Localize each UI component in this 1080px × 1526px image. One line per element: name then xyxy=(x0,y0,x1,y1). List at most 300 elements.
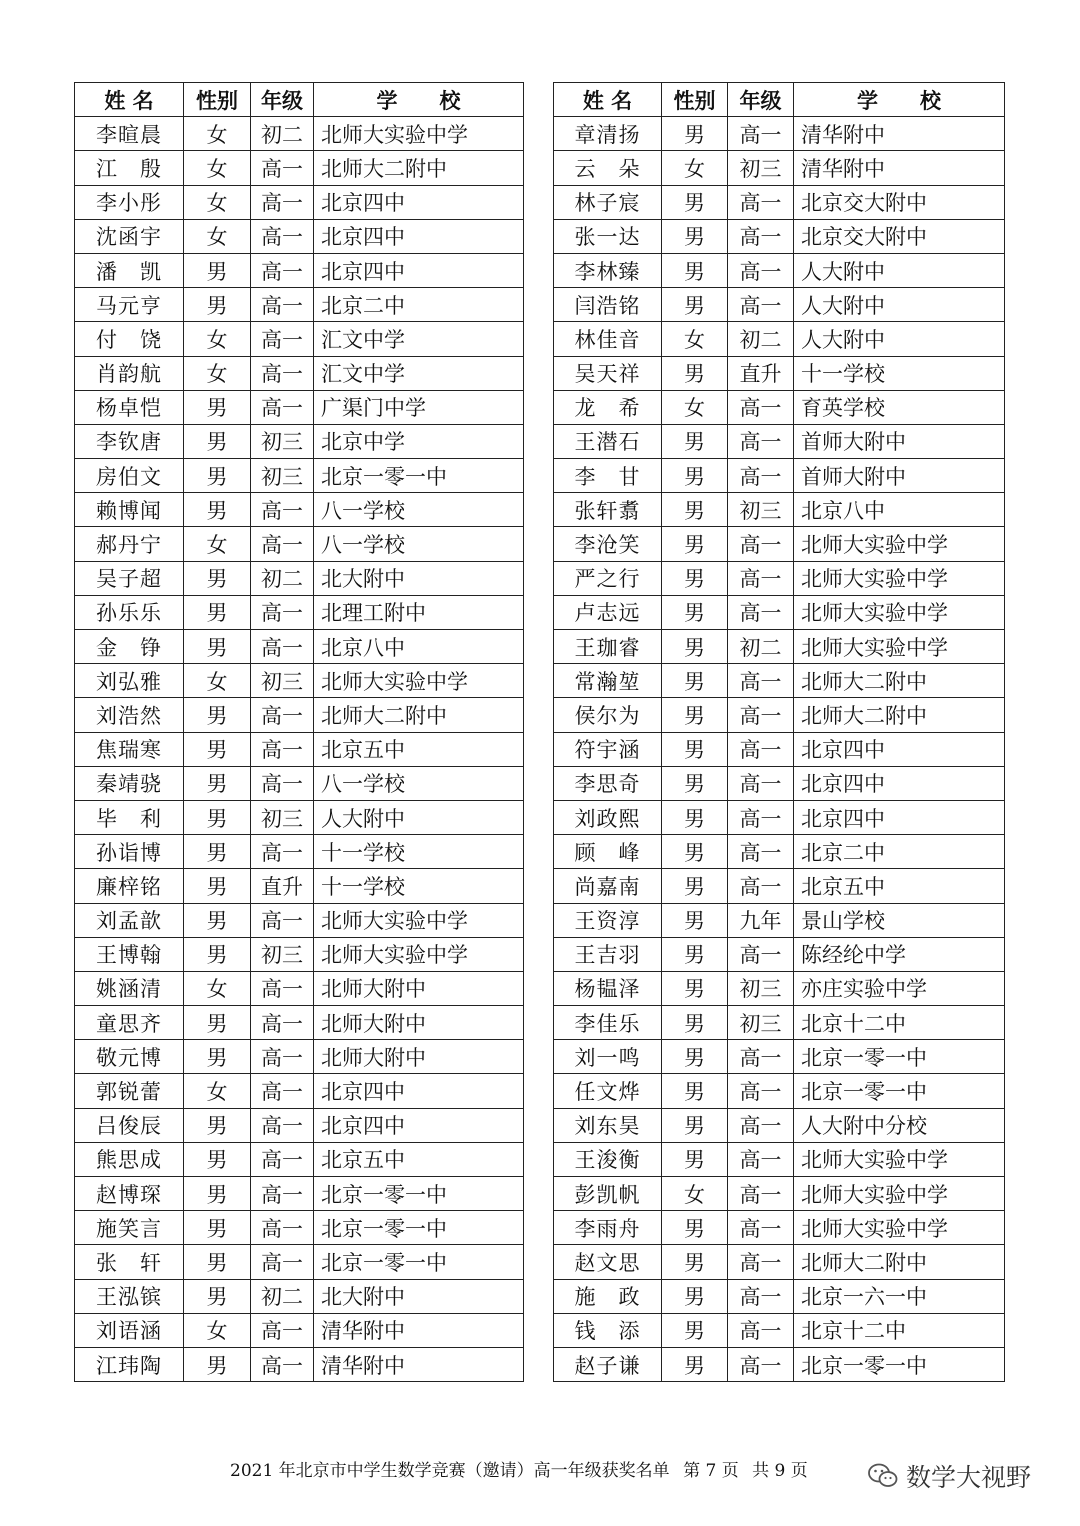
student-name: 刘一鸣 xyxy=(554,1040,662,1074)
table-row xyxy=(75,1347,524,1381)
right-award-table xyxy=(553,82,1005,1382)
table-row xyxy=(75,356,524,390)
gender-cell: 男 xyxy=(184,1211,251,1245)
grade-cell: 高一 xyxy=(251,698,314,732)
school-cell: 北师大附中 xyxy=(314,1040,524,1074)
grade-cell: 初三 xyxy=(728,493,794,527)
school-cell: 北京四中 xyxy=(314,185,524,219)
grade-cell: 高一 xyxy=(251,151,314,185)
school-cell: 北师大实验中学 xyxy=(794,527,1005,561)
grade-cell: 高一 xyxy=(728,800,794,834)
table-row xyxy=(554,1142,1005,1176)
gender-cell: 女 xyxy=(184,219,251,253)
gender-cell: 男 xyxy=(662,253,728,287)
student-name: 郝丹宁 xyxy=(75,527,184,561)
student-name: 王博翰 xyxy=(75,937,184,971)
school-cell: 人大附中分校 xyxy=(794,1108,1005,1142)
gender-cell: 男 xyxy=(662,1347,728,1381)
student-name: 侯尔为 xyxy=(554,698,662,732)
table-row xyxy=(554,459,1005,493)
header-school: 学 校 xyxy=(794,83,1005,117)
grade-cell: 初三 xyxy=(728,971,794,1005)
school-cell: 亦庄实验中学 xyxy=(794,971,1005,1005)
grade-cell: 高一 xyxy=(251,766,314,800)
table-row xyxy=(75,664,524,698)
grade-cell: 高一 xyxy=(728,1347,794,1381)
grade-cell: 初二 xyxy=(251,117,314,151)
gender-cell: 男 xyxy=(184,561,251,595)
gender-cell: 男 xyxy=(662,1074,728,1108)
grade-cell: 初三 xyxy=(251,800,314,834)
table-row xyxy=(75,253,524,287)
school-cell: 北京中学 xyxy=(314,424,524,458)
table-row xyxy=(75,424,524,458)
grade-cell: 初三 xyxy=(251,937,314,971)
grade-cell: 高一 xyxy=(728,1074,794,1108)
gender-cell: 男 xyxy=(184,1177,251,1211)
gender-cell: 男 xyxy=(184,630,251,664)
school-cell: 北京五中 xyxy=(794,869,1005,903)
student-name: 杨韫泽 xyxy=(554,971,662,1005)
grade-cell: 高一 xyxy=(728,288,794,322)
student-name: 廉梓铭 xyxy=(75,869,184,903)
gender-cell: 男 xyxy=(662,1108,728,1142)
grade-cell: 高一 xyxy=(251,322,314,356)
gender-cell: 男 xyxy=(184,253,251,287)
school-cell: 北师大附中 xyxy=(314,1006,524,1040)
school-cell: 北师大二附中 xyxy=(314,151,524,185)
gender-cell: 男 xyxy=(662,766,728,800)
student-name: 常瀚堃 xyxy=(554,664,662,698)
header-grade: 年级 xyxy=(251,83,314,117)
grade-cell: 高一 xyxy=(251,1108,314,1142)
school-cell: 十一学校 xyxy=(794,356,1005,390)
grade-cell: 高一 xyxy=(251,493,314,527)
grade-cell: 高一 xyxy=(728,1211,794,1245)
grade-cell: 高一 xyxy=(251,288,314,322)
header-school: 学 校 xyxy=(314,83,524,117)
grade-cell: 高一 xyxy=(728,835,794,869)
gender-cell: 女 xyxy=(184,1313,251,1347)
table-row xyxy=(554,1211,1005,1245)
table-row xyxy=(75,835,524,869)
school-cell: 十一学校 xyxy=(314,869,524,903)
grade-cell: 高一 xyxy=(728,253,794,287)
table-row xyxy=(554,835,1005,869)
grade-cell: 高一 xyxy=(728,869,794,903)
table-row xyxy=(75,1313,524,1347)
gender-cell: 男 xyxy=(662,835,728,869)
gender-cell: 女 xyxy=(184,664,251,698)
school-cell: 北京交大附中 xyxy=(794,185,1005,219)
school-cell: 北师大二附中 xyxy=(794,698,1005,732)
student-name: 李暄晨 xyxy=(75,117,184,151)
grade-cell: 高一 xyxy=(728,424,794,458)
grade-cell: 初三 xyxy=(251,424,314,458)
gender-cell: 女 xyxy=(184,185,251,219)
school-cell: 景山学校 xyxy=(794,903,1005,937)
table-row xyxy=(75,1279,524,1313)
table-row xyxy=(75,185,524,219)
grade-cell: 高一 xyxy=(728,766,794,800)
gender-cell: 男 xyxy=(662,117,728,151)
student-name: 任文烨 xyxy=(554,1074,662,1108)
student-name: 焦瑞寒 xyxy=(75,732,184,766)
gender-cell: 男 xyxy=(662,698,728,732)
gender-cell: 女 xyxy=(184,1074,251,1108)
student-name: 赵子谦 xyxy=(554,1347,662,1381)
school-cell: 清华附中 xyxy=(794,117,1005,151)
school-cell: 北京一六一中 xyxy=(794,1279,1005,1313)
grade-cell: 高一 xyxy=(251,1074,314,1108)
school-cell: 北师大实验中学 xyxy=(314,903,524,937)
table-row xyxy=(554,561,1005,595)
student-name: 尚嘉南 xyxy=(554,869,662,903)
school-cell: 北京四中 xyxy=(794,800,1005,834)
grade-cell: 高一 xyxy=(251,527,314,561)
school-cell: 北京四中 xyxy=(314,1108,524,1142)
grade-cell: 高一 xyxy=(728,1245,794,1279)
school-cell: 北师大实验中学 xyxy=(794,1142,1005,1176)
student-name: 施笑言 xyxy=(75,1211,184,1245)
school-cell: 清华附中 xyxy=(314,1313,524,1347)
gender-cell: 男 xyxy=(184,1108,251,1142)
student-name: 刘弘雅 xyxy=(75,664,184,698)
student-name: 敬元博 xyxy=(75,1040,184,1074)
student-name: 刘浩然 xyxy=(75,698,184,732)
school-cell: 北京交大附中 xyxy=(794,219,1005,253)
student-name: 李思奇 xyxy=(554,766,662,800)
grade-cell: 高一 xyxy=(251,356,314,390)
gender-cell: 女 xyxy=(662,322,728,356)
student-name: 熊思成 xyxy=(75,1142,184,1176)
table-row xyxy=(554,527,1005,561)
grade-cell: 高一 xyxy=(251,1177,314,1211)
student-name: 王吉羽 xyxy=(554,937,662,971)
school-cell: 北师大实验中学 xyxy=(794,630,1005,664)
school-cell: 北京五中 xyxy=(314,732,524,766)
table-row xyxy=(75,527,524,561)
school-cell: 陈经纶中学 xyxy=(794,937,1005,971)
school-cell: 北京十二中 xyxy=(794,1313,1005,1347)
table-row xyxy=(75,1142,524,1176)
table-row xyxy=(75,971,524,1005)
gender-cell: 男 xyxy=(662,527,728,561)
school-cell: 北师大实验中学 xyxy=(314,117,524,151)
grade-cell: 高一 xyxy=(251,1142,314,1176)
gender-cell: 男 xyxy=(184,493,251,527)
school-cell: 北京一零一中 xyxy=(314,1245,524,1279)
school-cell: 清华附中 xyxy=(314,1347,524,1381)
table-row xyxy=(554,1347,1005,1381)
student-name: 李小彤 xyxy=(75,185,184,219)
table-row xyxy=(75,869,524,903)
footer-page-number: 第 7 页 xyxy=(683,1461,739,1481)
student-name: 李钦唐 xyxy=(75,424,184,458)
table-row xyxy=(554,151,1005,185)
school-cell: 首师大附中 xyxy=(794,424,1005,458)
table-row xyxy=(554,800,1005,834)
grade-cell: 高一 xyxy=(728,1108,794,1142)
gender-cell: 男 xyxy=(662,869,728,903)
header-name: 姓 名 xyxy=(75,83,184,117)
school-cell: 北师大二附中 xyxy=(794,664,1005,698)
table-row xyxy=(75,937,524,971)
student-name: 王资淳 xyxy=(554,903,662,937)
gender-cell: 男 xyxy=(184,390,251,424)
student-name: 李佳乐 xyxy=(554,1006,662,1040)
table-row xyxy=(554,253,1005,287)
table-row xyxy=(554,971,1005,1005)
school-cell: 北京一零一中 xyxy=(314,1211,524,1245)
grade-cell: 高一 xyxy=(251,390,314,424)
gender-cell: 男 xyxy=(184,1347,251,1381)
grade-cell: 高一 xyxy=(728,664,794,698)
school-cell: 北大附中 xyxy=(314,561,524,595)
table-row xyxy=(75,322,524,356)
gender-cell: 男 xyxy=(184,424,251,458)
grade-cell: 九年 xyxy=(728,903,794,937)
gender-cell: 女 xyxy=(184,356,251,390)
grade-cell: 高一 xyxy=(251,732,314,766)
school-cell: 北大附中 xyxy=(314,1279,524,1313)
school-cell: 北师大实验中学 xyxy=(794,561,1005,595)
table-row xyxy=(75,561,524,595)
student-name: 施 政 xyxy=(554,1279,662,1313)
table-row xyxy=(554,390,1005,424)
school-cell: 育英学校 xyxy=(794,390,1005,424)
gender-cell: 男 xyxy=(662,1142,728,1176)
left-award-table xyxy=(74,82,524,1382)
grade-cell: 高一 xyxy=(251,1347,314,1381)
header-grade: 年级 xyxy=(728,83,794,117)
table-row xyxy=(554,117,1005,151)
student-name: 童思齐 xyxy=(75,1006,184,1040)
header-gender: 性别 xyxy=(662,83,728,117)
table-row xyxy=(75,1006,524,1040)
grade-cell: 初三 xyxy=(728,151,794,185)
gender-cell: 男 xyxy=(662,288,728,322)
school-cell: 北京八中 xyxy=(794,493,1005,527)
student-name: 卢志远 xyxy=(554,595,662,629)
school-cell: 北京一零一中 xyxy=(794,1040,1005,1074)
student-name: 赵博琛 xyxy=(75,1177,184,1211)
school-cell: 北理工附中 xyxy=(314,595,524,629)
gender-cell: 男 xyxy=(662,630,728,664)
table-row xyxy=(554,1245,1005,1279)
table-row xyxy=(554,1006,1005,1040)
table-row xyxy=(554,664,1005,698)
gender-cell: 男 xyxy=(184,732,251,766)
student-name: 姚涵清 xyxy=(75,971,184,1005)
school-cell: 北京一零一中 xyxy=(794,1074,1005,1108)
school-cell: 北京四中 xyxy=(794,766,1005,800)
school-cell: 北师大实验中学 xyxy=(794,595,1005,629)
gender-cell: 男 xyxy=(184,835,251,869)
student-name: 江玮陶 xyxy=(75,1347,184,1381)
grade-cell: 初二 xyxy=(251,1279,314,1313)
school-cell: 清华附中 xyxy=(794,151,1005,185)
gender-cell: 男 xyxy=(662,219,728,253)
grade-cell: 高一 xyxy=(728,595,794,629)
student-name: 张一达 xyxy=(554,219,662,253)
grade-cell: 高一 xyxy=(728,390,794,424)
table-row xyxy=(554,1279,1005,1313)
grade-cell: 高一 xyxy=(728,459,794,493)
table-row xyxy=(554,1108,1005,1142)
grade-cell: 高一 xyxy=(251,1313,314,1347)
gender-cell: 女 xyxy=(184,971,251,1005)
gender-cell: 男 xyxy=(184,595,251,629)
student-name: 王潜石 xyxy=(554,424,662,458)
school-cell: 北京一零一中 xyxy=(314,1177,524,1211)
student-name: 吴子超 xyxy=(75,561,184,595)
gender-cell: 女 xyxy=(184,117,251,151)
school-cell: 人大附中 xyxy=(794,322,1005,356)
grade-cell: 高一 xyxy=(728,1142,794,1176)
grade-cell: 高一 xyxy=(251,971,314,1005)
grade-cell: 高一 xyxy=(728,732,794,766)
gender-cell: 男 xyxy=(184,869,251,903)
table-row xyxy=(75,1040,524,1074)
grade-cell: 高一 xyxy=(728,937,794,971)
table-row xyxy=(75,151,524,185)
gender-cell: 男 xyxy=(184,903,251,937)
gender-cell: 男 xyxy=(662,424,728,458)
gender-cell: 男 xyxy=(662,561,728,595)
grade-cell: 初二 xyxy=(728,630,794,664)
gender-cell: 男 xyxy=(184,1279,251,1313)
student-name: 李沧笑 xyxy=(554,527,662,561)
table-row xyxy=(75,800,524,834)
school-cell: 北京一零一中 xyxy=(794,1347,1005,1381)
student-name: 毕 利 xyxy=(75,800,184,834)
school-cell: 北京五中 xyxy=(314,1142,524,1176)
grade-cell: 高一 xyxy=(728,117,794,151)
grade-cell: 高一 xyxy=(251,595,314,629)
student-name: 王珈睿 xyxy=(554,630,662,664)
school-cell: 十一学校 xyxy=(314,835,524,869)
table-row xyxy=(75,630,524,664)
school-cell: 北京四中 xyxy=(314,1074,524,1108)
table-row xyxy=(75,766,524,800)
table-row xyxy=(554,1074,1005,1108)
watermark-text: 数学大视野 xyxy=(906,1463,1032,1492)
gender-cell: 男 xyxy=(662,185,728,219)
student-name: 严之行 xyxy=(554,561,662,595)
student-name: 龙 希 xyxy=(554,390,662,424)
table-row xyxy=(75,288,524,322)
table-row xyxy=(75,698,524,732)
grade-cell: 高一 xyxy=(251,1245,314,1279)
table-row xyxy=(554,937,1005,971)
gender-cell: 男 xyxy=(662,800,728,834)
student-name: 赖博闻 xyxy=(75,493,184,527)
grade-cell: 初三 xyxy=(251,459,314,493)
student-name: 林子宸 xyxy=(554,185,662,219)
school-cell: 人大附中 xyxy=(794,253,1005,287)
student-name: 钱 添 xyxy=(554,1313,662,1347)
student-name: 符宇涵 xyxy=(554,732,662,766)
grade-cell: 高一 xyxy=(728,1279,794,1313)
school-cell: 首师大附中 xyxy=(794,459,1005,493)
gender-cell: 男 xyxy=(662,493,728,527)
gender-cell: 男 xyxy=(184,1040,251,1074)
table-row xyxy=(554,1040,1005,1074)
student-name: 章清扬 xyxy=(554,117,662,151)
gender-cell: 男 xyxy=(184,1006,251,1040)
school-cell: 北师大附中 xyxy=(314,971,524,1005)
student-name: 金 铮 xyxy=(75,630,184,664)
student-name: 刘东昊 xyxy=(554,1108,662,1142)
footer-total-pages: 共 9 页 xyxy=(752,1461,808,1481)
table-row xyxy=(554,903,1005,937)
table-row xyxy=(75,1108,524,1142)
student-name: 张轩翥 xyxy=(554,493,662,527)
student-name: 秦靖骁 xyxy=(75,766,184,800)
school-cell: 北京二中 xyxy=(794,835,1005,869)
student-name: 刘政熙 xyxy=(554,800,662,834)
student-name: 潘 凯 xyxy=(75,253,184,287)
grade-cell: 高一 xyxy=(251,219,314,253)
table-header-row xyxy=(75,83,524,117)
grade-cell: 高一 xyxy=(251,903,314,937)
table-row xyxy=(554,732,1005,766)
student-name: 沈函宇 xyxy=(75,219,184,253)
table-row xyxy=(554,356,1005,390)
grade-cell: 初三 xyxy=(251,664,314,698)
table-row xyxy=(75,117,524,151)
student-name: 顾 峰 xyxy=(554,835,662,869)
table-row xyxy=(554,630,1005,664)
gender-cell: 男 xyxy=(662,1040,728,1074)
table-row xyxy=(554,322,1005,356)
grade-cell: 高一 xyxy=(251,1006,314,1040)
student-name: 王泓镔 xyxy=(75,1279,184,1313)
student-name: 江 殷 xyxy=(75,151,184,185)
table-row xyxy=(75,595,524,629)
school-cell: 汇文中学 xyxy=(314,356,524,390)
page-footer xyxy=(230,1456,816,1481)
student-name: 闫浩铭 xyxy=(554,288,662,322)
school-cell: 北师大二附中 xyxy=(794,1245,1005,1279)
gender-cell: 男 xyxy=(184,937,251,971)
gender-cell: 男 xyxy=(662,664,728,698)
table-row xyxy=(554,288,1005,322)
school-cell: 北京八中 xyxy=(314,630,524,664)
watermark xyxy=(868,1458,1031,1494)
table-row xyxy=(554,766,1005,800)
school-cell: 八一学校 xyxy=(314,493,524,527)
table-row xyxy=(75,1177,524,1211)
grade-cell: 初三 xyxy=(728,1006,794,1040)
gender-cell: 男 xyxy=(662,971,728,1005)
grade-cell: 高一 xyxy=(728,698,794,732)
table-row xyxy=(554,185,1005,219)
gender-cell: 男 xyxy=(662,1313,728,1347)
student-name: 李 甘 xyxy=(554,459,662,493)
school-cell: 北师大实验中学 xyxy=(794,1177,1005,1211)
school-cell: 北京四中 xyxy=(314,253,524,287)
school-cell: 北师大二附中 xyxy=(314,698,524,732)
grade-cell: 高一 xyxy=(728,1313,794,1347)
gender-cell: 男 xyxy=(662,732,728,766)
school-cell: 北京一零一中 xyxy=(314,459,524,493)
student-name: 郭锐蕾 xyxy=(75,1074,184,1108)
grade-cell: 高一 xyxy=(728,1177,794,1211)
gender-cell: 男 xyxy=(662,1006,728,1040)
gender-cell: 男 xyxy=(184,288,251,322)
